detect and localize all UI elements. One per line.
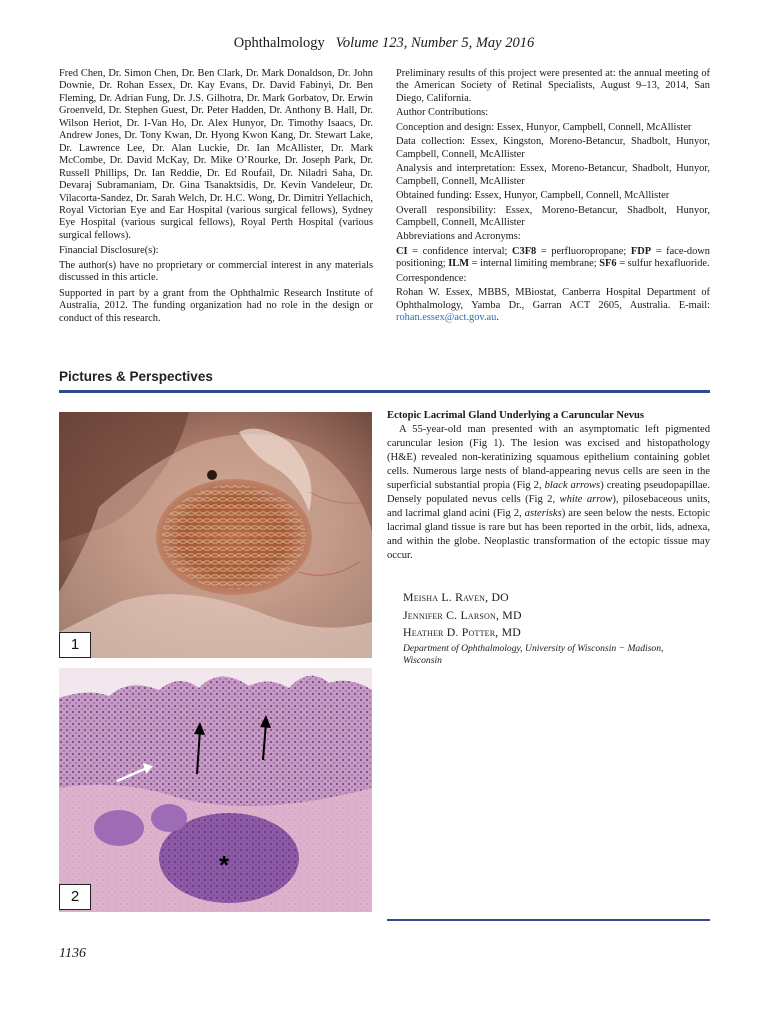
journal-name: Ophthalmology [233,35,325,51]
figure-1-clinical-photo [59,412,372,658]
data-collection-text: Data collection: Essex, Kingston, Moreno-Betancur, Shadbolt, Hunyor, Campbell, Connell, McAllister [396,136,710,160]
clinical-photo-image [59,412,372,658]
abbreviations-text [396,246,710,271]
abbr-ilm-def: = internal limiting membrane; [469,258,600,270]
running-header [0,35,768,52]
correspondence-end: . [496,312,499,324]
article-body [387,423,710,563]
author-2: Jennifer C. Larson, MD [403,607,522,622]
abbr-fdp-def: = face-down positioning; [396,245,710,270]
page-number: 1136 [59,946,86,961]
article [387,409,710,563]
preliminary-text: Preliminary results of this project were presented at: the annual meeting of the American Society of Retinal Specialists, August 9–13, 2014, San Diego, California. [396,68,710,104]
abbr-sf6-def: = sulfur hexafluoride. [616,258,710,270]
body-asterisks: asterisks [524,508,562,519]
abbreviations-label: Abbreviations and Acronyms: [396,231,521,243]
correspondence-email-link[interactable]: rohan.essex@act.gov.au [396,312,497,324]
figure-2-histopathology [59,668,372,912]
histopathology-image [59,668,372,912]
section-rule [59,390,710,393]
author-list [403,589,522,642]
abbr-c3f8-def: = perfluoropropane; [536,245,631,257]
body-part-3: ) creating pseudopapillae. Densely populated nevus cells (Fig 2, [387,480,710,505]
body-part-5: ), pilosebaceous units, and lacrimal gland acini (Fig 2, [387,494,710,519]
author-affiliation: Department of Ophthalmology, University of Wisconsin − Madison, Wisconsin [403,643,664,666]
article-bottom-rule [387,919,710,921]
support-text: Supported in part by a grant from the Ophthalmic Research Institute of Australia, 2012. The funding organization had no role in the design or conduct of this research. [59,287,373,324]
abbr-sf6: SF6 [599,258,617,270]
disclosure-text: The author(s) have no proprietary or commercial interest in any materials discussed in this article. [59,259,373,284]
analysis-text: Analysis and interpretation: Essex, Moreno-Betancur, Shadbolt, Hunyor, Campbell, Connell, McAllister [396,163,710,187]
svg-text:*: * [219,850,230,880]
disclosure-label: Financial Disclosure(s): [59,245,159,257]
abbr-ilm: ILM [448,258,470,270]
correspondence-text [396,287,710,324]
abbr-ci-def: = confidence interval; [407,245,512,257]
acknowledgments-column [59,68,373,327]
acknowledged-people: Fred Chen, Dr. Simon Chen, Dr. Ben Clark, Dr. Mark Donaldson, Dr. John Downie, Dr. Rohan Essex, Dr. Kay Evans, Dr. David Fabinyi, Dr. Ben Fleming, Dr. Adrian Fung, Dr. J.S. Gilhotra, Dr. Mark Gorbatov, Dr. Erwin Groenveld, Dr. Stephen Guest, Dr. Peter Hadden, Dr. Anthony B. Hall, Dr. Wilson Heriot, Dr. I-Van Ho, Dr. Alex Hunyor, Dr. Timothy Isaacs, Dr. Andrew Jones, Dr. Tony Kwan, Dr. Hyong Kwon Kang, Dr. Stewart Lake, Dr. Lawrence Lee, Dr. Alan Luckie, Dr. Ian McAllister, Dr. Mark McCombe, Dr. David McKay, Dr. Mike O’Rourke, Dr. Joseph Park, Dr. Russell Phillips, Dr. Ian Reddie, Dr. Ed Roufail, Dr. Niladri Saha, Dr. Devaraj Subramaniam, Dr. Gina Tsanaktsidis, Dr. Kevin Vandeleur, Dr. Vilacorta-Sandez, Dr. Sarah Welch, Dr. H.C. Wong, Dr. Dimitri Yellachich, Royal Victorian Eye and Ear Hospital (various surgical fellows), Sydney Eye Hospital (various surgical fellows), Royal Perth Hospital (various surgical fellows). [59,68,373,241]
correspondence-address: Rohan W. Essex, MBBS, MBiostat, Canberra Hospital Department of Ophthalmology, Yamba Dr., Garran ACT 2605, Australia. E-mail: [396,287,710,311]
figure-2-label: 2 [59,884,91,910]
body-black-arrows: black arrows [544,480,601,491]
abbr-ci: CI [396,245,408,257]
volume-info: Volume 123, Number 5, May 2016 [335,35,535,51]
funding-text: Obtained funding: Essex, Hunyor, Campbell, Connell, McAllister [396,190,670,202]
body-white-arrow: white arrow [559,494,613,505]
body-part-7: ) are seen below the nests. Ectopic lacrimal gland tissue is rare but has been reported in the orbit, lids, adnexa, and within the globe. Neoplastic transformation of the ectopic tissue may occur. [387,508,710,561]
author-1: Meisha L. Raven, DO [403,590,509,604]
author-3: Heather D. Potter, MD [403,625,521,639]
contributions-label: Author Contributions: [396,107,489,119]
notes-column [396,68,710,327]
body-part-1: A 55-year-old man presented with an asymptomatic left pigmented caruncular lesion (Fig 1). The lesion was excised and histopathology (H&E) revealed non-keratinizing squamous epithelium containing goblet cells. Numerous large nests of bland-appearing nevus cells are seen in the superficial substantial propia (Fig 2, [387,424,710,491]
abbr-fdp: FDP [630,245,652,257]
article-title: Ectopic Lacrimal Gland Underlying a Caruncular Nevus [387,410,645,421]
overall-text: Overall responsibility: Essex, Moreno-Betancur, Shadbolt, Hunyor, Campbell, Connell, McAllister [396,204,710,228]
section-title: Pictures & Perspectives [59,369,213,384]
figure-1-label: 1 [59,632,91,658]
correspondence-label: Correspondence: [396,272,467,284]
conception-text: Conception and design: Essex, Hunyor, Campbell, Connell, McAllister [396,121,692,133]
abbr-c3f8: C3F8 [512,245,537,257]
